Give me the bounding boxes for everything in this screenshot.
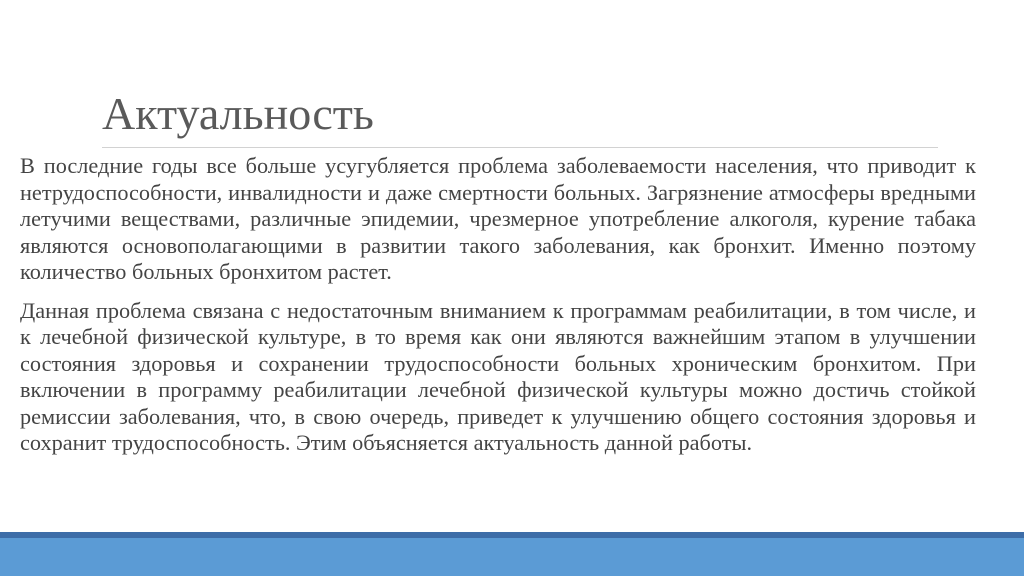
slide-body xyxy=(20,153,976,457)
body-paragraph-1: В последние годы все больше усугубляется проблема заболеваемости населения, что приводит к нетрудоспособности, инвалидности и даже смертности больных. Загрязнение атмосферы вредными летучими веществами, различные эпидемии, чрезмерное употребление алкоголя, курение табака являются основополагающими в развитии такого заболевания, как бронхит. Именно поэтому количество больных бронхитом растет. xyxy=(20,153,976,284)
slide-title: Актуальность xyxy=(102,88,374,139)
title-divider xyxy=(102,147,938,148)
footer-band xyxy=(0,538,1024,576)
body-paragraph-2: Данная проблема связана с недостаточным вниманием к программам реабилитации, в том числе, и к лечебной физической культуре, в то время как они являются важнейшим этапом в улучшении состояния здоровья и сохранении трудоспособности больных хроническим бронхитом. При включении в программу реабилитации лечебной физической культуры можно достичь стойкой ремиссии заболевания, что, в свою очередь, приведет к улучшению общего состояния здоровья и сохранит трудоспособность. Этим объясняется актуальность данной работы. xyxy=(20,297,976,455)
